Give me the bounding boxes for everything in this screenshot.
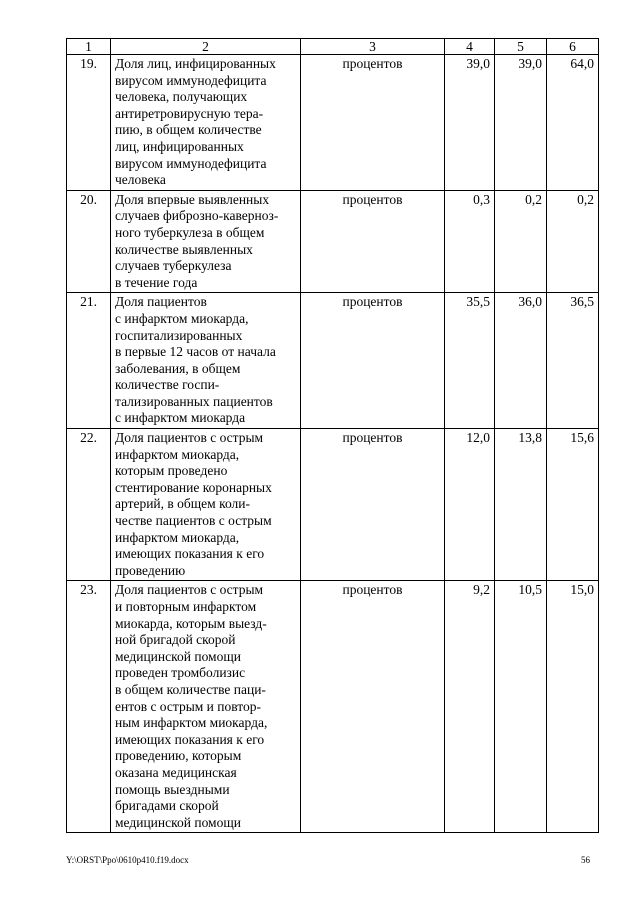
table-row xyxy=(67,55,599,191)
table-row xyxy=(67,429,599,581)
footer-file-path: Y:\ORST\Ppo\0610p410.f19.docx xyxy=(66,855,189,865)
row-description: Доля пациентов с острым инфарктом миокарда, которым проведено стентирование коронарных артерий, в общем коли- честве пациентов с острым инфарктом миокарда, имеющих показания к его проведению xyxy=(111,429,301,581)
row-value-col-6: 36,5 xyxy=(547,293,599,429)
row-value-col-6: 15,6 xyxy=(547,429,599,581)
table-row xyxy=(67,293,599,429)
header-row xyxy=(67,39,599,55)
row-description: Доля лиц, инфицированных вирусом иммунодефицита человека, получающих антиретровирусную тера- пию, в общем количестве лиц, инфицированных вирусом иммунодефицита человека xyxy=(111,55,301,191)
row-value-col-6: 64,0 xyxy=(547,55,599,191)
row-unit: процентов xyxy=(301,55,445,191)
row-description: Доля впервые выявленных случаев фиброзно-каверноз- ного туберкулеза в общем количестве выявленных случаев туберкулеза в течение года xyxy=(111,190,301,293)
row-description: Доля пациентов с инфарктом миокарда, госпитализированных в первые 12 часов от начала заболевания, в общем количестве госпи- тализированных пациентов с инфарктом миокарда xyxy=(111,293,301,429)
row-unit: процентов xyxy=(301,190,445,293)
header-col-5: 5 xyxy=(495,39,547,55)
row-value-col-5: 10,5 xyxy=(495,581,547,833)
row-value-col-5: 36,0 xyxy=(495,293,547,429)
header-col-2: 2 xyxy=(111,39,301,55)
row-value-col-5: 0,2 xyxy=(495,190,547,293)
header-col-4: 4 xyxy=(445,39,495,55)
row-value-col-6: 15,0 xyxy=(547,581,599,833)
row-value-col-4: 9,2 xyxy=(445,581,495,833)
row-value-col-4: 12,0 xyxy=(445,429,495,581)
row-number: 22. xyxy=(67,429,111,581)
header-col-1: 1 xyxy=(67,39,111,55)
indicators-table xyxy=(66,38,599,833)
table-row xyxy=(67,190,599,293)
header-col-3: 3 xyxy=(301,39,445,55)
row-value-col-5: 39,0 xyxy=(495,55,547,191)
row-number: 19. xyxy=(67,55,111,191)
row-value-col-4: 39,0 xyxy=(445,55,495,191)
row-unit: процентов xyxy=(301,581,445,833)
header-col-6: 6 xyxy=(547,39,599,55)
row-value-col-6: 0,2 xyxy=(547,190,599,293)
row-value-col-4: 0,3 xyxy=(445,190,495,293)
row-number: 21. xyxy=(67,293,111,429)
row-value-col-5: 13,8 xyxy=(495,429,547,581)
row-number: 20. xyxy=(67,190,111,293)
row-description: Доля пациентов с острым и повторным инфарктом миокарда, которым выезд- ной бригадой скорой медицинской помощи проведен тромболизис в общем количестве паци- ентов с острым и повтор- ным инфарктом миокарда, имеющих показания к его проведению, которым оказана медицинская помощь выездными бригадами скорой медицинской помощи xyxy=(111,581,301,833)
page-number: 56 xyxy=(581,855,590,865)
row-number: 23. xyxy=(67,581,111,833)
row-unit: процентов xyxy=(301,429,445,581)
row-unit: процентов xyxy=(301,293,445,429)
row-value-col-4: 35,5 xyxy=(445,293,495,429)
table-row xyxy=(67,581,599,833)
